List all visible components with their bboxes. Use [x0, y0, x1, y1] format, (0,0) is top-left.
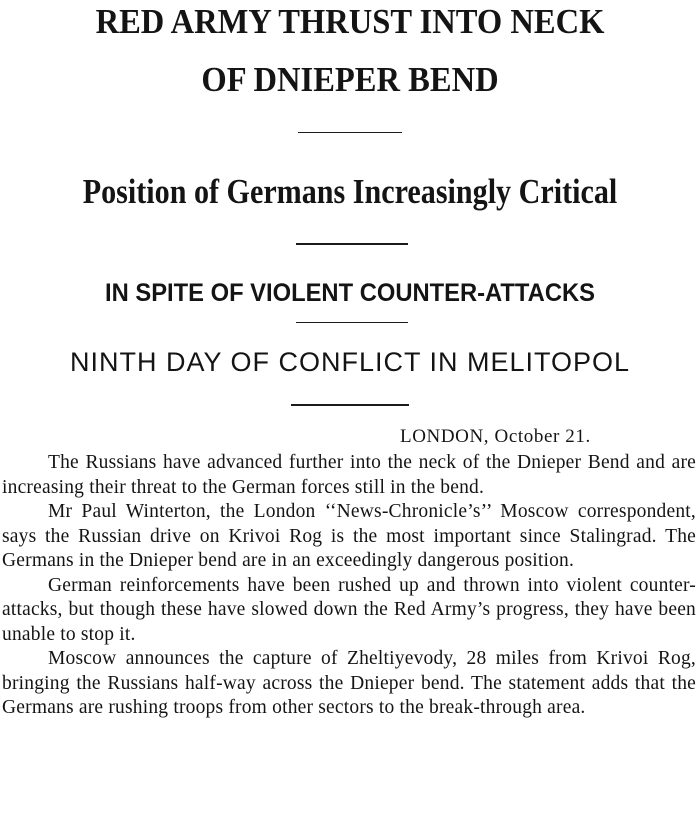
- article-dateline: LONDON, October 21.: [400, 426, 591, 447]
- article-paragraph: Mr Paul Winterton, the London ‘‘News-Chronicle’s’’ Moscow correspondent, says the Russian drive on Krivoi Rog is the most important since Stalingrad. The Germans in the Dnieper bend are in an exceedingly dangerous position.: [2, 501, 696, 571]
- subheadline: Position of Germans Increasingly Critical: [82, 172, 618, 211]
- headline-divider: [298, 132, 402, 133]
- deck-divider: [296, 322, 408, 323]
- article-body: [2, 451, 696, 721]
- article-paragraph: Moscow announces the capture of Zheltiyevody, 28 miles from Krivoi Rog, bringing the Russians half-way across the Dnieper bend. The statement adds that the Germans are rushing troops from other sectors to the break-through area.: [2, 648, 696, 718]
- main-headline-line-2: OF DNIEPER BEND: [201, 60, 499, 99]
- subhead-divider: [296, 243, 408, 245]
- deck-headline-1: IN SPITE OF VIOLENT COUNTER-ATTACKS: [105, 279, 595, 307]
- article-paragraph: German reinforcements have been rushed up and thrown into violent counter-attacks, but though these have slowed down the Red Army’s progress, they have been unable to stop it.: [2, 574, 696, 645]
- main-headline-line-1: RED ARMY THRUST INTO NECK: [95, 2, 605, 41]
- article-paragraph: The Russians have advanced further into the neck of the Dnieper Bend and are increasing their threat to the German forces still in the bend.: [2, 452, 696, 498]
- deck-headline-2: NINTH DAY OF CONFLICT IN MELITOPOL: [69, 347, 631, 377]
- article-divider: [291, 404, 409, 406]
